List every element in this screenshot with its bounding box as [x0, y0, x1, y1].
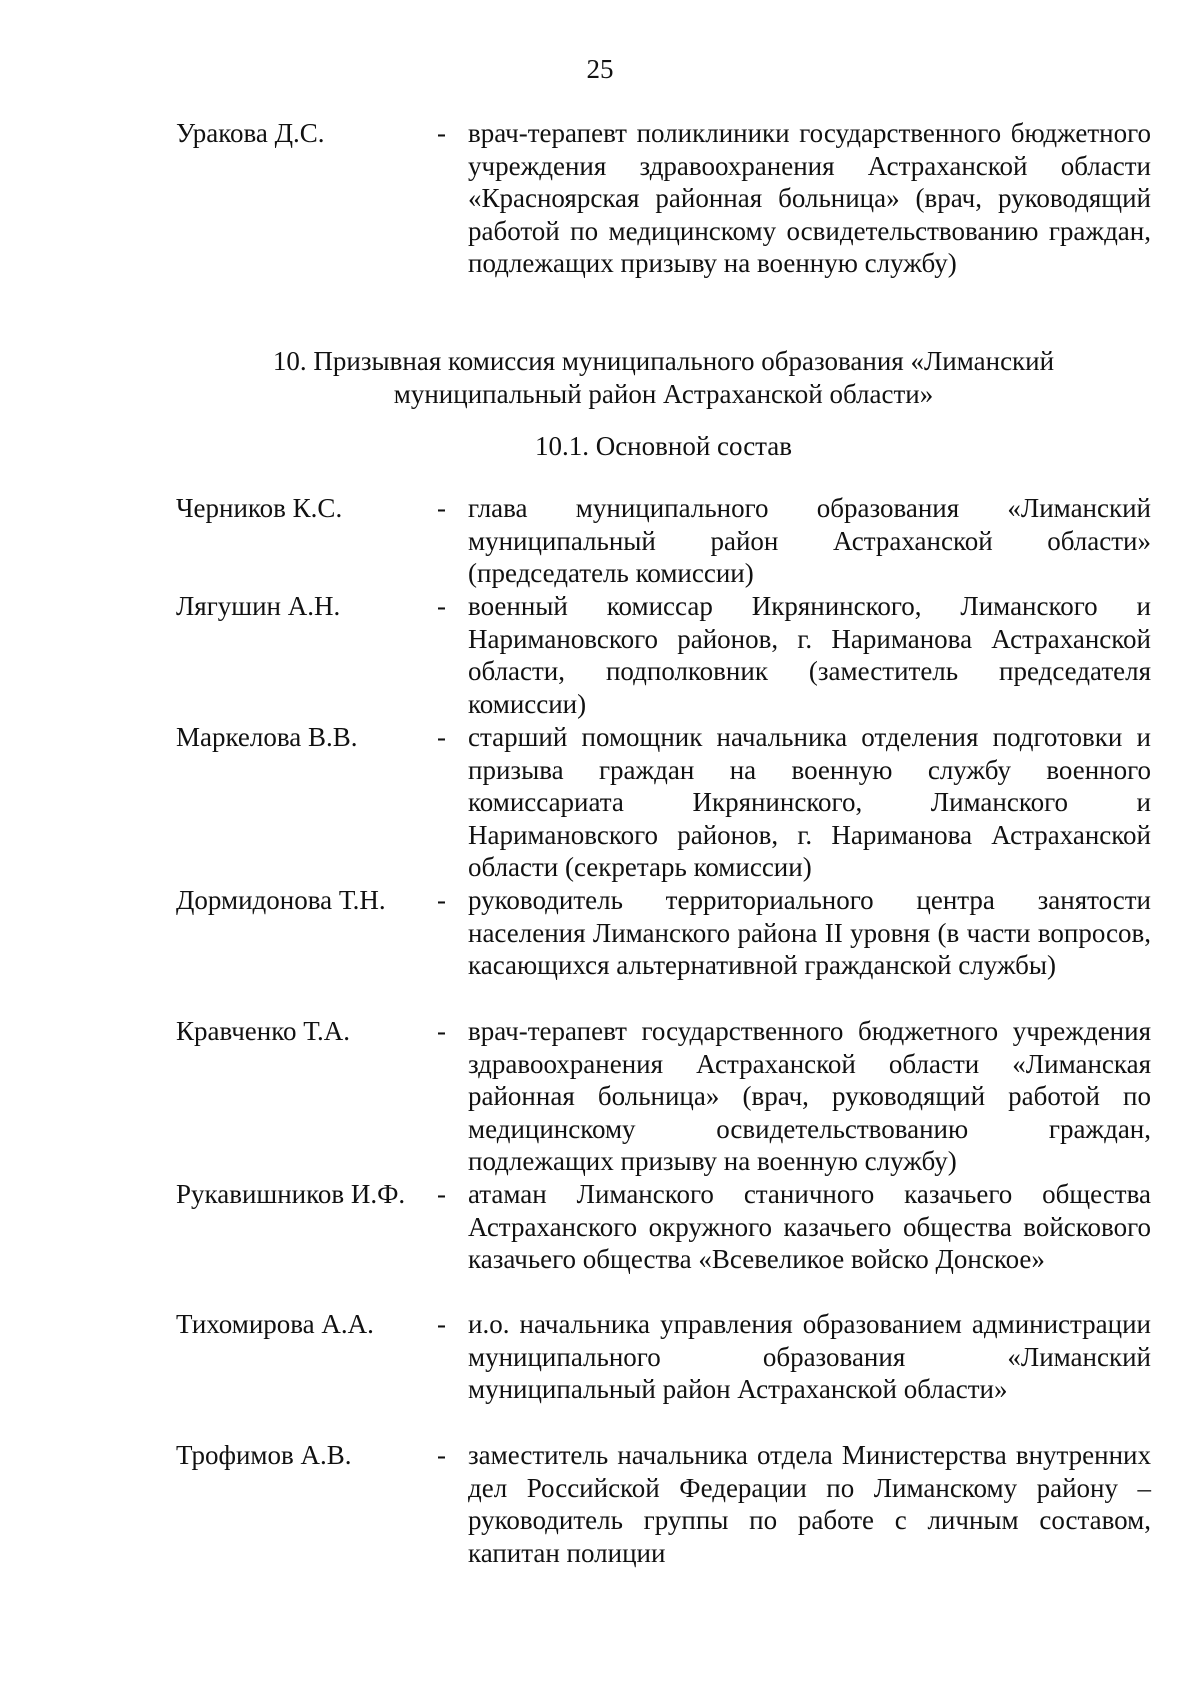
member-role: заместитель начальника отдела Министерства внутренних дел Российской Федерации по Лиманскому району – руководитель группы по работе с личным составом, капитан полиции — [468, 1440, 1151, 1568]
page-number: 25 — [586, 54, 614, 84]
member-dash: - — [437, 1309, 446, 1339]
member-role: глава муниципального образования «Лиманский муниципальный район Астраханской области» (председатель комиссии) — [468, 493, 1151, 588]
member-name: Тихомирова А.А. — [176, 1309, 374, 1339]
member-entry — [176, 1015, 1151, 1178]
member-entry — [176, 590, 1151, 720]
member-role: военный комиссар Икрянинского, Лиманского и Наримановского районов, г. Нариманова Астраханской области, подполковник (заместитель председателя комиссии) — [468, 591, 1151, 719]
member-entry — [176, 117, 1151, 280]
member-role: и.о. начальника управления образованием администрации муниципального образования «Лиманский муниципальный район Астраханской области» — [468, 1309, 1151, 1404]
member-entry — [176, 884, 1151, 982]
section-heading — [176, 345, 1151, 410]
member-dash: - — [437, 1016, 446, 1046]
member-name: Маркелова В.В. — [176, 722, 358, 752]
member-dash: - — [437, 885, 446, 915]
member-role: врач-терапевт государственного бюджетного учреждения здравоохранения Астраханской области «Лиманская районная больница» (врач, руководящий работой по медицинскому освидетельствованию граждан, подлежащих призыву на военную службу) — [468, 1016, 1151, 1176]
member-role: старший помощник начальника отделения подготовки и призыва граждан на военную службу военного комиссариата Икрянинского, Лиманского и Наримановского районов, г. Нариманова Астраханской области (секретарь комиссии) — [468, 722, 1151, 882]
member-dash: - — [437, 591, 446, 621]
member-dash: - — [437, 118, 446, 148]
member-name: Лягушин А.Н. — [176, 591, 341, 621]
member-role: руководитель территориального центра занятости населения Лиманского района II уровня (в части вопросов, касающихся альтернативной гражданской службы) — [468, 885, 1151, 980]
subsection-heading: 10.1. Основной состав — [534, 431, 793, 461]
member-role: врач-терапевт поликлиники государственного бюджетного учреждения здравоохранения Астраханской области «Красноярская районная больница» (врач, руководящий работой по медицинскому освидетельствованию граждан, подлежащих призыву на военную службу) — [468, 118, 1151, 278]
member-name: Трофимов А.В. — [176, 1440, 352, 1470]
member-entry — [176, 492, 1151, 590]
member-name: Дормидонова Т.Н. — [176, 885, 386, 915]
member-name: Черников К.С. — [176, 493, 343, 523]
member-name: Рукавишников И.Ф. — [176, 1179, 406, 1209]
member-entry — [176, 1308, 1151, 1406]
member-role: атаман Лиманского станичного казачьего общества Астраханского окружного казачьего общества войскового казачьего общества «Всевеликое войско Донское» — [468, 1179, 1151, 1274]
section-heading-line2: муниципальный район Астраханской области» — [393, 378, 934, 409]
member-entry — [176, 1178, 1151, 1276]
member-entry — [176, 1439, 1151, 1569]
member-name: Кравченко Т.А. — [176, 1016, 351, 1046]
member-dash: - — [437, 1179, 446, 1209]
section-heading-line1: 10. Призывная комиссия муниципального образования «Лиманский — [272, 346, 1055, 376]
member-dash: - — [437, 493, 446, 523]
member-dash: - — [437, 722, 446, 752]
member-dash: - — [437, 1440, 446, 1470]
member-name: Уракова Д.С. — [176, 118, 325, 148]
member-entry — [176, 721, 1151, 884]
